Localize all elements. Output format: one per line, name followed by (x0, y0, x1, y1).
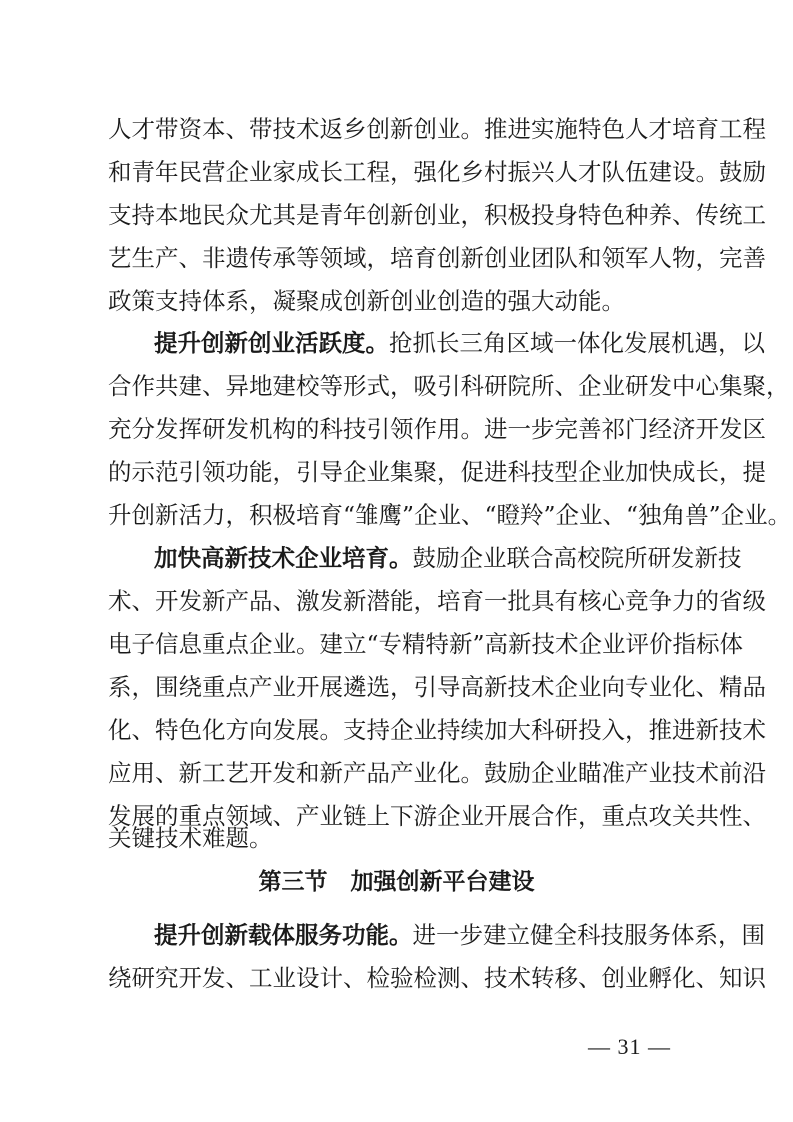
body-text-line: 发展的重点领域、产业链上下游企业开展合作，重点攻关共性、 (108, 802, 766, 830)
paragraph-lead-heading: 提升创新创业活跃度。 (154, 329, 389, 357)
paragraph-lead-heading: 提升创新载体服务功能。 (154, 921, 413, 949)
body-text-line: 和青年民营企业家成长工程，强化乡村振兴人才队伍建设。鼓励 (108, 158, 766, 186)
body-text-line: 绕研究开发、工业设计、检验检测、技术转移、创业孵化、知识 (108, 964, 766, 992)
body-text-line: 的示范引领功能，引导企业集聚，促进科技型企业加快成长，提 (108, 458, 766, 486)
body-text-line: 关键技术难题。 (108, 824, 273, 852)
body-text-line: 充分发挥研发机构的科技引领作用。进一步完善祁门经济开发区 (108, 415, 766, 443)
body-text-line: 化、特色化方向发展。支持企业持续加大科研投入，推进新技术 (108, 716, 766, 744)
paragraph-text: 抢抓长三角区域一体化发展机遇，以 (389, 329, 765, 357)
body-text-line: 政策支持体系，凝聚成创新创业创造的强大动能。 (108, 287, 625, 315)
page-number: — 31 — (588, 1034, 671, 1059)
paragraph-first-line (154, 915, 765, 955)
section-heading: 第三节 加强创新平台建设 (258, 869, 535, 895)
paragraph-text: 鼓励企业联合高校院所研发新技 (412, 544, 742, 572)
body-text-line: 支持本地民众尤其是青年创新创业，积极投身特色种养、传统工 (108, 201, 766, 229)
paragraph-lead-heading: 加快高新技术企业培育。 (154, 544, 413, 572)
body-text-line: 术、开发新产品、激发新潜能，培育一批具有核心竞争力的省级 (108, 587, 766, 615)
body-text-line: 合作共建、异地建校等形式，吸引科研院所、企业研发中心集聚， (108, 372, 790, 400)
body-text-line: 电子信息重点企业。建立“专精特新”高新技术企业评价指标体 (108, 630, 744, 658)
paragraph-first-line (154, 323, 765, 363)
paragraph-first-line (154, 538, 742, 578)
body-text-line: 艺生产、非遗传承等领域，培育创新创业团队和领军人物，完善 (108, 244, 766, 272)
paragraph-text: 进一步建立健全科技服务体系，围 (412, 921, 765, 949)
body-text-line: 应用、新工艺开发和新产品产业化。鼓励企业瞄准产业技术前沿 (108, 759, 766, 787)
body-text-line: 系，围绕重点产业开展遴选，引导高新技术企业向专业化、精品 (108, 673, 766, 701)
body-text-line: 升创新活力，积极培育“雏鹰”企业、“瞪羚”企业、“独角兽”企业。 (108, 501, 792, 529)
body-text-line: 人才带资本、带技术返乡创新创业。推进实施特色人才培育工程 (108, 115, 766, 143)
